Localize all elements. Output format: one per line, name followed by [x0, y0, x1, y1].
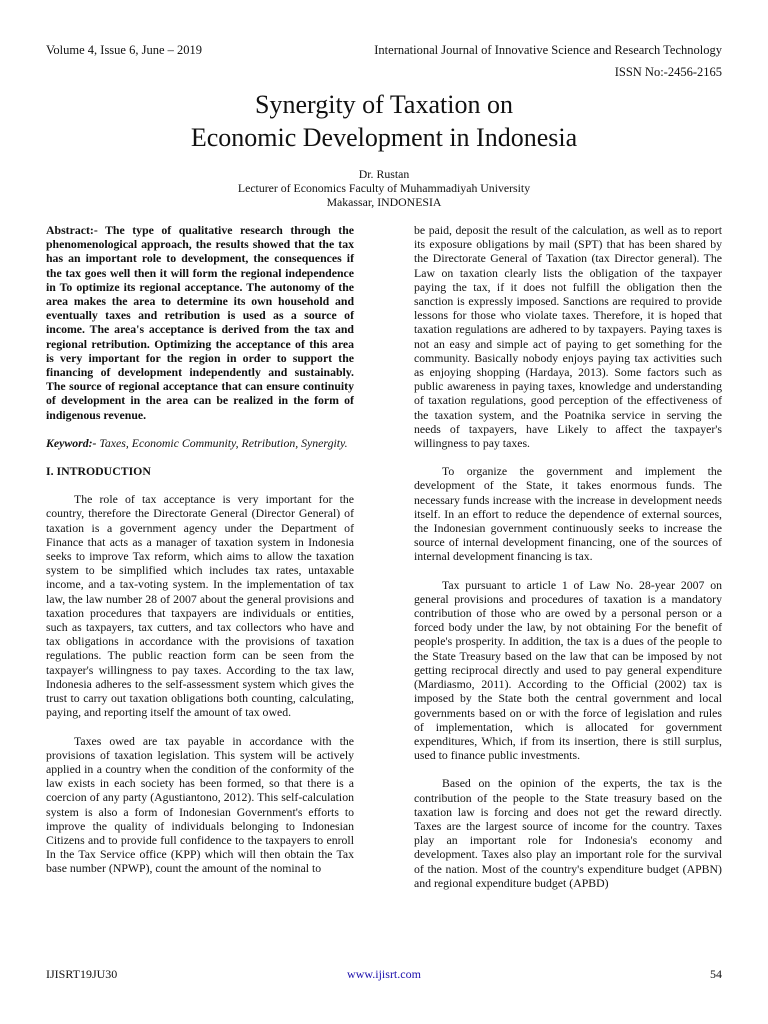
issn-number: ISSN No:-2456-2165 — [614, 65, 722, 79]
paragraph-government-funds: To organize the government and implement the development of the State, it takes enormous funds. The necessary funds increase with the increase in development needs itself. In an effort to reduce the dependence of external sources, the Indonesian government continuously seeks to increase the source of internal development financing, one of the sources of internal development financing is tax. — [414, 464, 722, 564]
title-line-2: Economic Development in Indonesia — [190, 123, 578, 152]
page-number: 54 — [710, 967, 722, 981]
paper-code: IJISRT19JU30 — [46, 967, 118, 981]
title-line-1: Synergity of Taxation on — [255, 90, 513, 119]
paragraph-tax-law: Tax pursuant to article 1 of Law No. 28-year 2007 on general provisions and procedures of taxation is a mandatory contribution of those who are owed by a personal person or a forced body under the law, by not obtaining For the benefit of people's prosperity. In addition, the tax is a dues of the people to the State Treasury based on the law that can be imposed by not getting reciprocal directly and used to pay general expenditure (Mardiasmo, 2011). According to the Official (2002) tax is imposed by the State both the central government and local governments based on or with the force of legislation and rules of implementation, which is allocated for government expenditures, Which, if from its insertion, there is still surplus, used to finance public investments. — [414, 577, 722, 763]
intro-paragraph-2: Taxes owed are tax payable in accordance with the provisions of taxation legislation. This system will be actively applied in a country when the condition of the conformity of the law exists in each society has been formed, so that there is a coercion of any party (Agustiantono, 2012). This self-calculation system is also a form of Indonesian Government's efforts to improve the quality of individuals belonging to Indonesian Citizens and to provide full confidence to the taxpayers to enroll In the Tax Service office (KPP) which will then obtain the Tax base number (NPWP), count the amount of the nominal to — [46, 733, 354, 876]
right-column — [414, 223, 722, 890]
journal-name: International Journal of Innovative Science and Research Technology — [374, 43, 722, 57]
continued-paragraph: be paid, deposit the result of the calculation, as well as to report its exposure obligations by mail (SPT) that has been shared by the Directorate General of Taxation (tax Director general). The Law on taxation clearly lists the obligation of the taxpayer paying the tax, if it does not fulfill the obligation then the sanction is expressly imposed. Sanctions are required to provide lessons for those who violate taxes. Therefore, it is hoped that taxation regulations are adhered to by taxpayers. Paying taxes is not an easy and simple act of paying to get something for the community. Basically nobody enjoys paying tax activities such as enjoying shopping (Hardaya, 2013). Some factors such as public awareness in paying taxes, knowledge and understanding of taxation regulations, good perception of the effectiveness of the taxation system, and the Poatnika service in serving the needs of taxpayers, have Likely to affect the taxpayer's willingness to pay taxes. — [414, 223, 722, 451]
keywords-text: Taxes, Economic Community, Retribution, Synergity. — [96, 435, 348, 450]
journal-website-link[interactable]: www.ijisrt.com — [347, 967, 421, 981]
author-name: Dr. Rustan — [358, 167, 410, 181]
volume-issue: Volume 4, Issue 6, June – 2019 — [46, 43, 203, 57]
footer-url-container — [0, 967, 768, 982]
left-column — [46, 223, 354, 876]
keywords-label: Keyword:- — [46, 435, 97, 450]
author-location: Makassar, INDONESIA — [326, 195, 442, 209]
author-affiliation: Lecturer of Economics Faculty of Muhammadiyah University — [237, 181, 531, 195]
intro-paragraph-1: The role of tax acceptance is very important for the country, therefore the Directorate General (Director General) of taxation is a government agency under the Department of Finance that acts as a manager of taxation system in Indonesia seeks to improve Tax reform, which aims to allow the taxation system to be simplified which includes tax rates, untaxable income, and a tax-voting system. In the implementation of tax law, the law number 28 of 2007 about the general provisions and taxation procedures that taxpayers are individuals or entities, such as taxpayers, tax cutters, and tax collectors who have and tax obligations in accordance with the provisions of taxation regulations. The public reaction form can be seen from the taxpayer's willingness to pay taxes. According to the tax law, Indonesia adheres to the self-assessment system which gives the trust to carry out taxation obligations both counting, calculating, paying, and reporting itself the amount of tax owed. — [46, 492, 354, 720]
abstract: Abstract:- The type of qualitative research through the phenomenological approach, the results showed that the tax has an important role to development, the consequences if the tax goes well then it will form the regional independence in To optimize its regional acceptance. The autonomy of the area makes the area to determine its own household and eventually taxes and retribution is used as a source of income. The area's acceptance is derived from the tax and regional retribution. Optimizing the acceptance of this area is very important for the region in order to support the financing of development independently and sustainably. The source of regional acceptance that can ensure continuity of development in the area can be realized in the form of indigenous revenue. — [46, 223, 354, 422]
section-heading-introduction: I. INTRODUCTION — [46, 464, 151, 479]
keywords — [46, 436, 354, 450]
paper-title — [0, 88, 768, 154]
paragraph-expert-opinion: Based on the opinion of the experts, the tax is the contribution of the people to the State treasury based on the taxation law is forcing and does not get the reward directly. Taxes are the largest source of income for the country. Taxes play an important role for Indonesia's economy and development. Taxes also play an important role for the survival of the nation. Most of the country's expenditure budget (APBN) and regional expenditure budget (APBD) — [414, 776, 722, 890]
author-block — [0, 167, 768, 209]
